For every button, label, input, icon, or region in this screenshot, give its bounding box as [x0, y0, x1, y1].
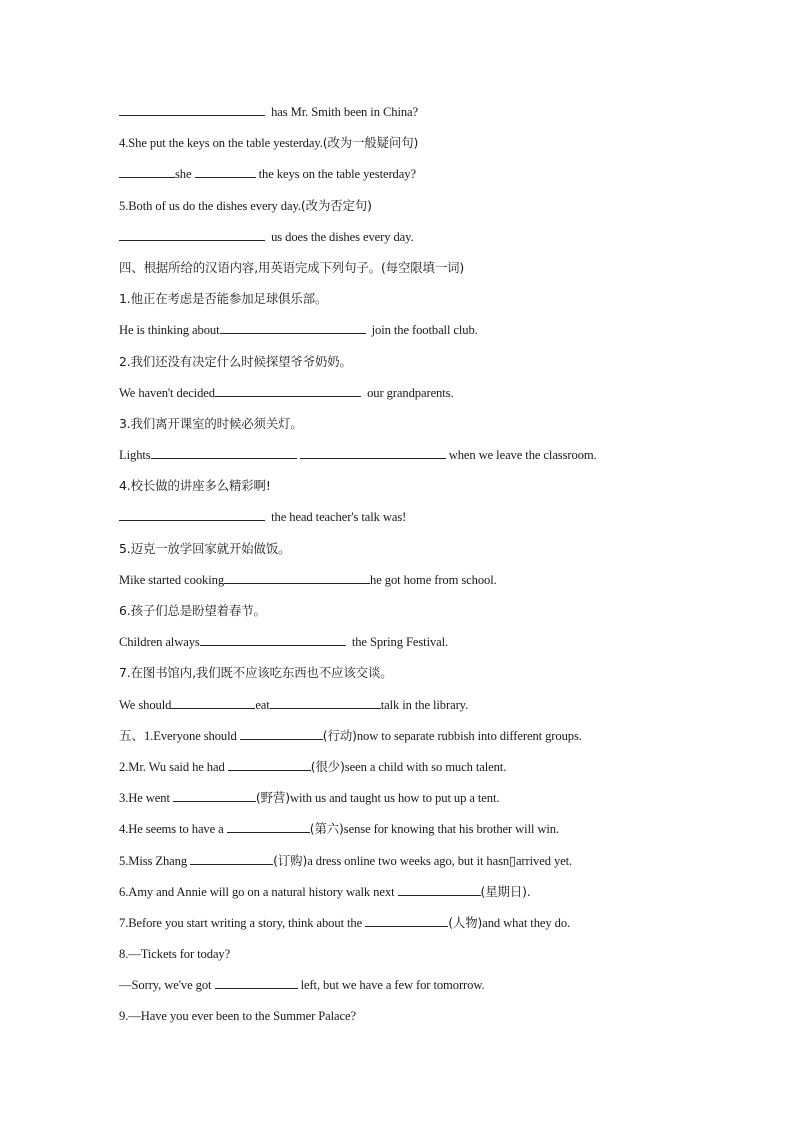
question-text: she: [175, 167, 192, 182]
question-text: 6.Amy and Annie will go on a natural history walk next: [119, 884, 395, 899]
question-text: Lights: [119, 448, 151, 463]
question-line: [119, 881, 679, 912]
question-text: 9.—Have you ever been to the Summer Palace?: [119, 1009, 356, 1024]
hint-text: (第六): [309, 821, 344, 837]
answer-blank[interactable]: [119, 101, 265, 116]
question-line: [119, 506, 679, 537]
answer-blank[interactable]: [119, 226, 265, 241]
prompt-text: 5.迈克一放学回家就开始做饭。: [119, 540, 291, 556]
question-text: We haven't decided: [119, 385, 215, 400]
instruction-text: (改为否定句): [300, 197, 372, 213]
question-line: [119, 787, 679, 818]
answer-blank[interactable]: [220, 319, 366, 334]
section-title: 四、根据所给的汉语内容,用英语完成下列句子。(每空限填一词): [119, 259, 465, 275]
question-text: talk in the library.: [380, 697, 469, 712]
hint-text: (野营): [255, 790, 290, 806]
question-line: [119, 694, 679, 725]
answer-blank[interactable]: [215, 974, 298, 989]
answer-blank[interactable]: [224, 569, 370, 584]
question-text: —Sorry, we've got: [119, 978, 212, 993]
question-text: eat: [255, 697, 270, 712]
question-text: has Mr. Smith been in China?: [271, 105, 419, 119]
question-text: 3.He went: [119, 791, 170, 806]
prompt-text: 2.我们还没有决定什么时候探望爷爷奶奶。: [119, 353, 352, 369]
answer-blank[interactable]: [240, 725, 323, 740]
prompt-line: [119, 413, 679, 444]
prompt-text: 1.他正在考虑是否能参加足球俱乐部。: [119, 291, 328, 307]
answer-blank[interactable]: [398, 881, 481, 896]
question-text: Children always: [119, 635, 200, 650]
question-text: he got home from school.: [370, 572, 497, 587]
prompt-line: [119, 351, 679, 382]
hint-text: (订购): [273, 852, 308, 868]
question-line: [119, 1005, 679, 1036]
question-text: when we leave the classroom.: [448, 448, 597, 463]
question-text: with us and taught us how to put up a tent.: [289, 791, 500, 806]
question-text: 5.Miss Zhang: [119, 853, 188, 868]
question-text: our grandparents.: [367, 385, 454, 400]
question-text: 4.He seems to have a: [119, 822, 224, 837]
prompt-text: 6.孩子们总是盼望着春节。: [119, 603, 266, 618]
instruction-text: (改为一般疑问句): [322, 135, 419, 151]
answer-blank[interactable]: [151, 444, 297, 459]
question-text: sense for knowing that his brother will win.: [343, 822, 560, 837]
question-text: now to separate rubbish into different groups.: [356, 728, 582, 743]
question-text: left, but we have a few for tomorrow.: [300, 978, 485, 993]
answer-blank[interactable]: [227, 818, 310, 833]
question-line: [119, 725, 679, 756]
answer-blank[interactable]: [190, 850, 273, 865]
prompt-line: [119, 662, 679, 693]
prompt-text: 4.校长做的讲座多么精彩啊!: [119, 478, 271, 494]
question-text: We should: [119, 697, 172, 712]
question-text: 五、1.Everyone should: [119, 728, 237, 743]
question-line: [119, 850, 679, 881]
hint-text: (行动): [322, 727, 357, 743]
question-line: [119, 195, 679, 226]
question-text: 2.Mr. Wu said he had: [119, 759, 225, 774]
question-text: 5.Both of us do the dishes every day.: [119, 198, 301, 213]
question-text: 7.Before you start writing a story, think about the: [119, 915, 363, 930]
question-text: He is thinking about: [119, 323, 220, 338]
prompt-line: [119, 475, 679, 506]
prompt-line: [119, 600, 679, 631]
answer-blank[interactable]: [365, 912, 448, 927]
question-line: [119, 974, 679, 1005]
question-line: [119, 912, 679, 943]
answer-blank[interactable]: [173, 787, 256, 802]
question-text: 4.She put the keys on the table yesterday.: [119, 136, 323, 151]
prompt-line: [119, 288, 679, 319]
question-line: [119, 226, 679, 257]
prompt-text: 3.我们离开课室的时候必须关灯。: [119, 415, 303, 431]
section-heading: [119, 257, 679, 288]
question-text: us does the dishes every day.: [271, 229, 414, 244]
prompt-line: [119, 538, 679, 569]
question-text: join the football club.: [371, 323, 478, 338]
answer-blank[interactable]: [200, 631, 346, 646]
hint-text: (星期日).: [480, 883, 531, 899]
answer-blank[interactable]: [195, 163, 256, 178]
question-line: [119, 818, 679, 849]
question-line: [119, 444, 679, 475]
question-text: the head teacher's talk was!: [271, 510, 407, 525]
question-line: [119, 132, 679, 163]
question-line: [119, 382, 679, 413]
question-line: [119, 569, 679, 600]
answer-blank[interactable]: [228, 756, 311, 771]
question-text: seen a child with so much talent.: [344, 759, 507, 774]
hint-text: (很少): [310, 758, 345, 774]
question-text: 8.—Tickets for today?: [119, 947, 231, 962]
answer-blank[interactable]: [119, 163, 175, 178]
answer-blank[interactable]: [300, 444, 446, 459]
worksheet-page: [119, 101, 679, 1037]
question-line: [119, 943, 679, 974]
question-text: a dress online two weeks ago, but it hasn▯arrived yet.: [307, 853, 573, 868]
question-line: [119, 319, 679, 350]
question-line: [119, 756, 679, 787]
answer-blank[interactable]: [171, 694, 255, 709]
question-text: the keys on the table yesterday?: [258, 167, 416, 182]
question-text: Mike started cooking: [119, 572, 225, 587]
hint-text: (人物): [448, 914, 483, 930]
question-text: and what they do.: [482, 915, 571, 930]
question-line: [119, 163, 679, 194]
question-line: [119, 101, 679, 132]
answer-blank[interactable]: [119, 506, 265, 521]
prompt-text: 7.在图书馆内,我们既不应该吃东西也不应该交谈。: [119, 665, 393, 681]
question-text: the Spring Festival.: [351, 635, 449, 650]
answer-blank[interactable]: [270, 694, 381, 709]
question-line: [119, 631, 679, 662]
answer-blank[interactable]: [215, 382, 361, 397]
